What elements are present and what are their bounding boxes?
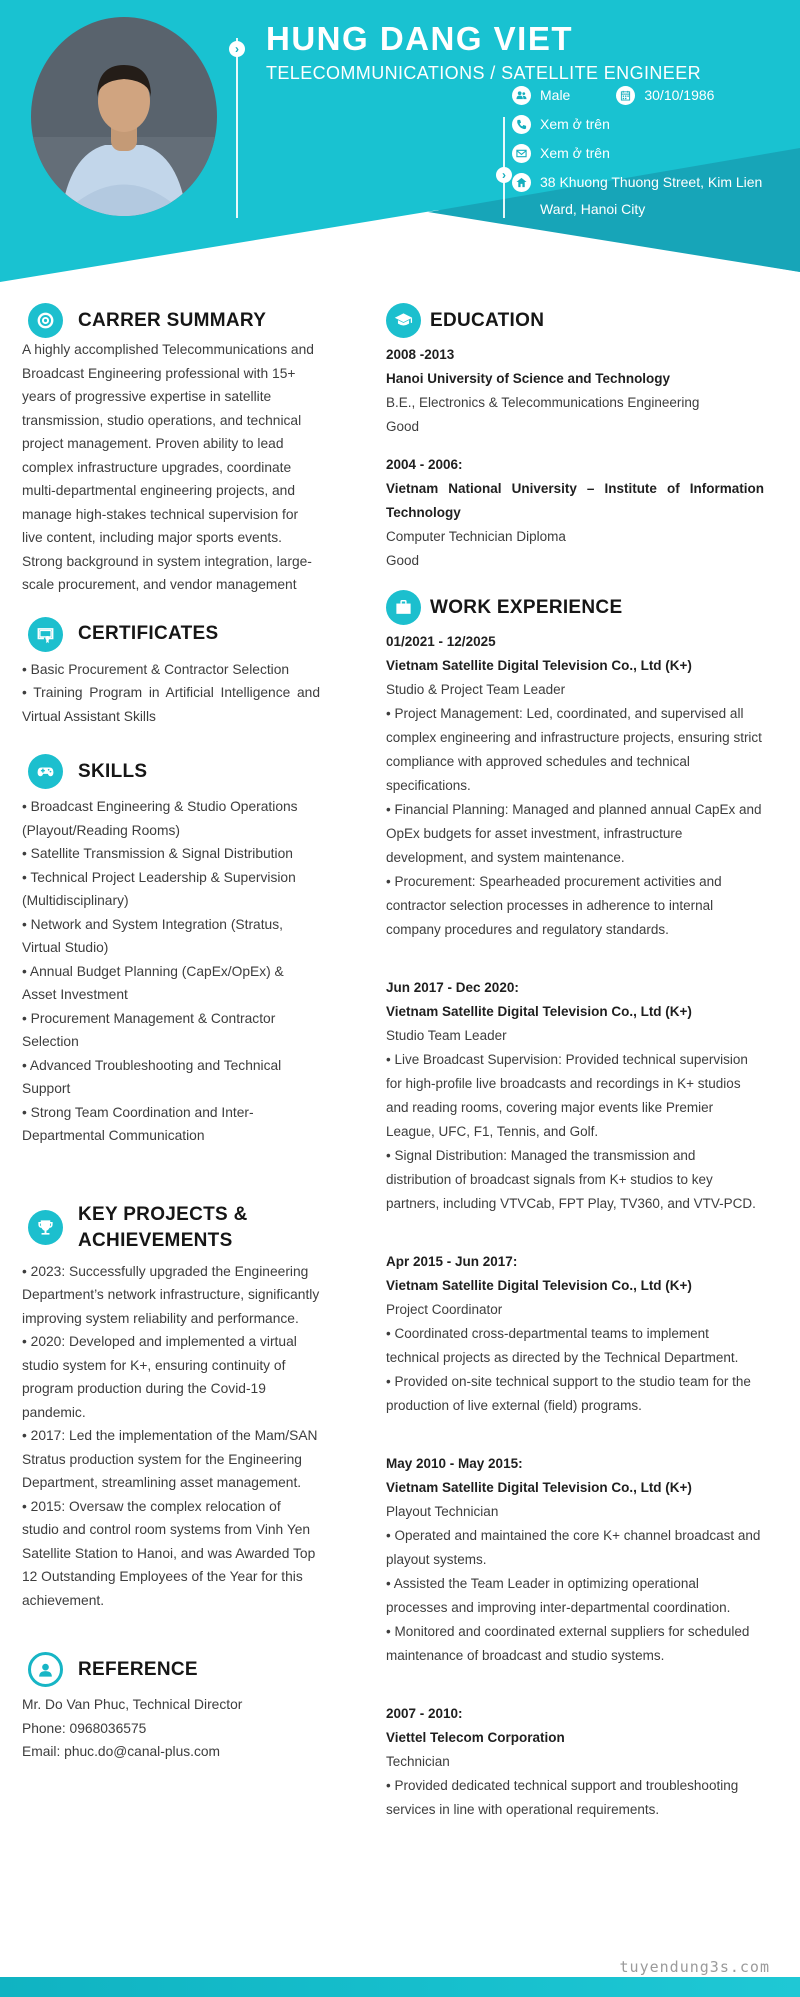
work-bullet: • Signal Distribution: Managed the transmission and distribution of broadcast signals from K+ studios to key partners, including VTVCab, FPT Play, TV360, and VTV-PCD. — [386, 1148, 756, 1211]
work-bullet: • Monitored and coordinated external suppliers for scheduled maintenance of broadcast and studio systems. — [386, 1624, 750, 1663]
work-entry — [386, 1452, 764, 1668]
header — [0, 0, 800, 300]
reference-line: Phone: 0968036575 — [22, 1720, 147, 1736]
skill-item: • Network and System Integration (Stratus, Virtual Studio) — [22, 916, 283, 955]
briefcase-icon — [386, 590, 421, 625]
education-section — [386, 303, 764, 573]
home-icon — [512, 173, 531, 192]
skill-item: • Broadcast Engineering & Studio Operations (Playout/Reading Rooms) — [22, 799, 298, 838]
work-bullet: • Live Broadcast Supervision: Provided technical supervision for high-profile live broadcasts and recordings in K+ studios and reading rooms, covering major events like Premier League, UFC, F1, Tennis, and Golf. — [386, 1052, 748, 1139]
certificate-icon — [28, 617, 63, 652]
work-bullet: • Financial Planning: Managed and planned annual CapEx and OpEx budgets for asset investment, infrastructure development, and system maintenance. — [386, 802, 762, 865]
work-entry — [386, 1702, 764, 1822]
target-icon — [28, 303, 63, 338]
reference-section — [22, 1652, 320, 1764]
work-role: Project Coordinator — [386, 1302, 503, 1317]
job-title: TELECOMMUNICATIONS / SATELLITE ENGINEER — [266, 63, 701, 83]
key-project-list — [22, 1260, 320, 1613]
watermark: tuyendung3s.com — [619, 1958, 770, 1976]
work-company: Viettel Telecom Corporation — [386, 1730, 565, 1745]
skill-item: • Annual Budget Planning (CapEx/OpEx) & Asset Investment — [22, 963, 284, 1002]
graduation-cap-icon — [386, 303, 421, 338]
work-entries — [386, 630, 764, 1822]
key-project-item: • 2015: Oversaw the complex relocation of studio and control room systems from Vinh Yen Satellite Station to Hanoi, and was Awarded Top 12 Outstanding Employees of the Year for this achievement. — [22, 1498, 316, 1608]
divider-line-left — [236, 38, 238, 218]
work-role: Studio & Project Team Leader — [386, 682, 566, 697]
work-period: May 2010 - May 2015: — [386, 1456, 523, 1471]
envelope-icon — [512, 144, 531, 163]
chevron-right-icon: › — [229, 41, 245, 57]
certificate-list — [22, 658, 320, 729]
skill-item: • Strong Team Coordination and Inter-Departmental Communication — [22, 1104, 254, 1143]
certificate-item: • Training Program in Artificial Intelligence and Virtual Assistant Skills — [22, 685, 320, 724]
people-icon — [512, 86, 531, 105]
education-degree: B.E., Electronics & Telecommunications Engineering — [386, 395, 700, 410]
work-bullet-list — [386, 1048, 764, 1216]
career-summary-section — [22, 303, 320, 597]
work-role: Playout Technician — [386, 1504, 499, 1519]
section-title: CERTIFICATES — [78, 623, 219, 644]
key-project-item: • 2023: Successfully upgraded the Engineering Department’s network infrastructure, significantly improving system reliability and performance. — [22, 1263, 320, 1326]
phone-icon — [512, 115, 531, 134]
skill-item: • Satellite Transmission & Signal Distribution — [22, 846, 293, 861]
work-bullet: • Provided dedicated technical support and troubleshooting services in line with operational requirements. — [386, 1778, 739, 1817]
person-name: HUNG DANG VIET — [266, 20, 574, 57]
left-column — [22, 303, 320, 1764]
work-experience-section — [386, 590, 764, 1822]
education-entry — [386, 453, 764, 573]
contact-row-phone — [512, 115, 778, 134]
calendar-icon — [616, 86, 635, 105]
work-bullet-list — [386, 1524, 764, 1668]
contact-info — [512, 86, 778, 233]
reference-line: Mr. Do Van Phuc, Technical Director — [22, 1697, 243, 1712]
education-degree: Computer Technician Diploma — [386, 529, 566, 544]
skill-item: • Technical Project Leadership & Supervision (Multidisciplinary) — [22, 869, 296, 908]
work-bullet: • Operated and maintained the core K+ channel broadcast and playout systems. — [386, 1528, 761, 1567]
work-bullet: • Provided on-site technical support to the studio team for the production of live external (field) programs. — [386, 1374, 751, 1413]
footer-bar — [0, 1977, 800, 1997]
education-entry — [386, 343, 764, 439]
education-period: 2008 -2013 — [386, 347, 455, 362]
education-grade: Good — [386, 553, 420, 568]
work-role: Technician — [386, 1754, 450, 1769]
certificate-item: • Basic Procurement & Contractor Selection — [22, 661, 290, 677]
work-bullet-list — [386, 1322, 764, 1418]
key-project-item: • 2017: Led the implementation of the Mam/SAN Stratus production system for the Engineering Department, streamlining asset management. — [22, 1428, 318, 1490]
work-period: 2007 - 2010: — [386, 1706, 463, 1721]
trophy-icon — [28, 1210, 63, 1245]
avatar — [31, 17, 217, 216]
skill-list — [22, 795, 320, 1148]
career-summary-text: A highly accomplished Telecommunications and Broadcast Engineering professional with 15+ years of progressive expertise in satellite transmission, studio operations, and technical project management. Proven ability to lead complex infrastructure upgrades, coordinate multi-departmental engineering projects, and manage high-stakes technical supervision for live content, including major sports events. Strong background in system integration, large-scale procurement, and vendor management — [22, 342, 314, 592]
work-entry — [386, 976, 764, 1216]
right-column — [386, 303, 764, 1822]
chevron-right-icon: › — [496, 167, 512, 183]
education-school: Vietnam National University – Institute of Information Technology — [386, 481, 764, 520]
work-role: Studio Team Leader — [386, 1028, 507, 1043]
skill-item: • Procurement Management & Contractor Selection — [22, 1010, 276, 1049]
education-period: 2004 - 2006: — [386, 457, 463, 472]
education-school: Hanoi University of Science and Technology — [386, 371, 671, 386]
education-grade: Good — [386, 419, 420, 434]
contact-row-gender-dob — [512, 86, 778, 105]
skills-section — [22, 754, 320, 1148]
gender-value: Male — [540, 87, 571, 103]
contact-row-address — [512, 173, 778, 223]
phone-value: Xem ở trên — [540, 116, 610, 132]
work-period: Jun 2017 - Dec 2020: — [386, 980, 519, 995]
reference-line: Email: phuc.do@canal-plus.com — [22, 1744, 221, 1759]
section-title: KEY PROJECTS & ACHIEVEMENTS — [78, 1203, 248, 1251]
address-value: 38 Khuong Thuong Street, Kim Lien Ward, Hanoi City — [540, 174, 763, 217]
work-bullet: • Project Management: Led, coordinated, and supervised all complex engineering and infrastructure projects, ensuring strict compliance with approved schedules and technical specifications. — [386, 706, 762, 793]
skill-item: • Advanced Troubleshooting and Technical Support — [22, 1057, 282, 1096]
reference-lines — [22, 1693, 320, 1764]
certificates-section — [22, 617, 320, 729]
contact-row-email — [512, 144, 778, 163]
work-company: Vietnam Satellite Digital Television Co., Ltd (K+) — [386, 1004, 692, 1019]
work-period: 01/2021 - 12/2025 — [386, 634, 496, 649]
work-entry — [386, 1250, 764, 1418]
section-title: CARRER SUMMARY — [78, 309, 267, 331]
work-bullet-list — [386, 702, 764, 942]
work-company: Vietnam Satellite Digital Television Co., Ltd (K+) — [386, 1278, 692, 1293]
work-bullet: • Procurement: Spearheaded procurement activities and contractor selection processes in adherence to internal company procedures and regulatory standards. — [386, 874, 722, 937]
key-projects-section — [22, 1202, 320, 1613]
section-title: WORK EXPERIENCE — [430, 596, 623, 618]
gamepad-icon — [28, 754, 63, 789]
work-company: Vietnam Satellite Digital Television Co., Ltd (K+) — [386, 658, 692, 673]
work-bullet: • Assisted the Team Leader in optimizing operational processes and improving inter-departmental coordination. — [386, 1576, 731, 1615]
education-entries — [386, 343, 764, 573]
work-company: Vietnam Satellite Digital Television Co., Ltd (K+) — [386, 1480, 692, 1495]
email-value: Xem ở trên — [540, 145, 610, 161]
dob-value: 30/10/1986 — [644, 87, 715, 103]
section-title: SKILLS — [78, 760, 148, 782]
section-title: EDUCATION — [430, 309, 545, 331]
section-title: REFERENCE — [78, 1658, 198, 1680]
person-icon — [28, 1652, 63, 1687]
key-project-item: • 2020: Developed and implemented a virtual studio system for K+, ensuring continuity of program production during the Covid-19 pandemic. — [22, 1334, 297, 1420]
work-period: Apr 2015 - Jun 2017: — [386, 1254, 518, 1269]
work-bullet-list — [386, 1774, 764, 1822]
work-bullet: • Coordinated cross-departmental teams to implement technical projects as directed by the Technical Department. — [386, 1326, 739, 1365]
work-entry — [386, 630, 764, 942]
